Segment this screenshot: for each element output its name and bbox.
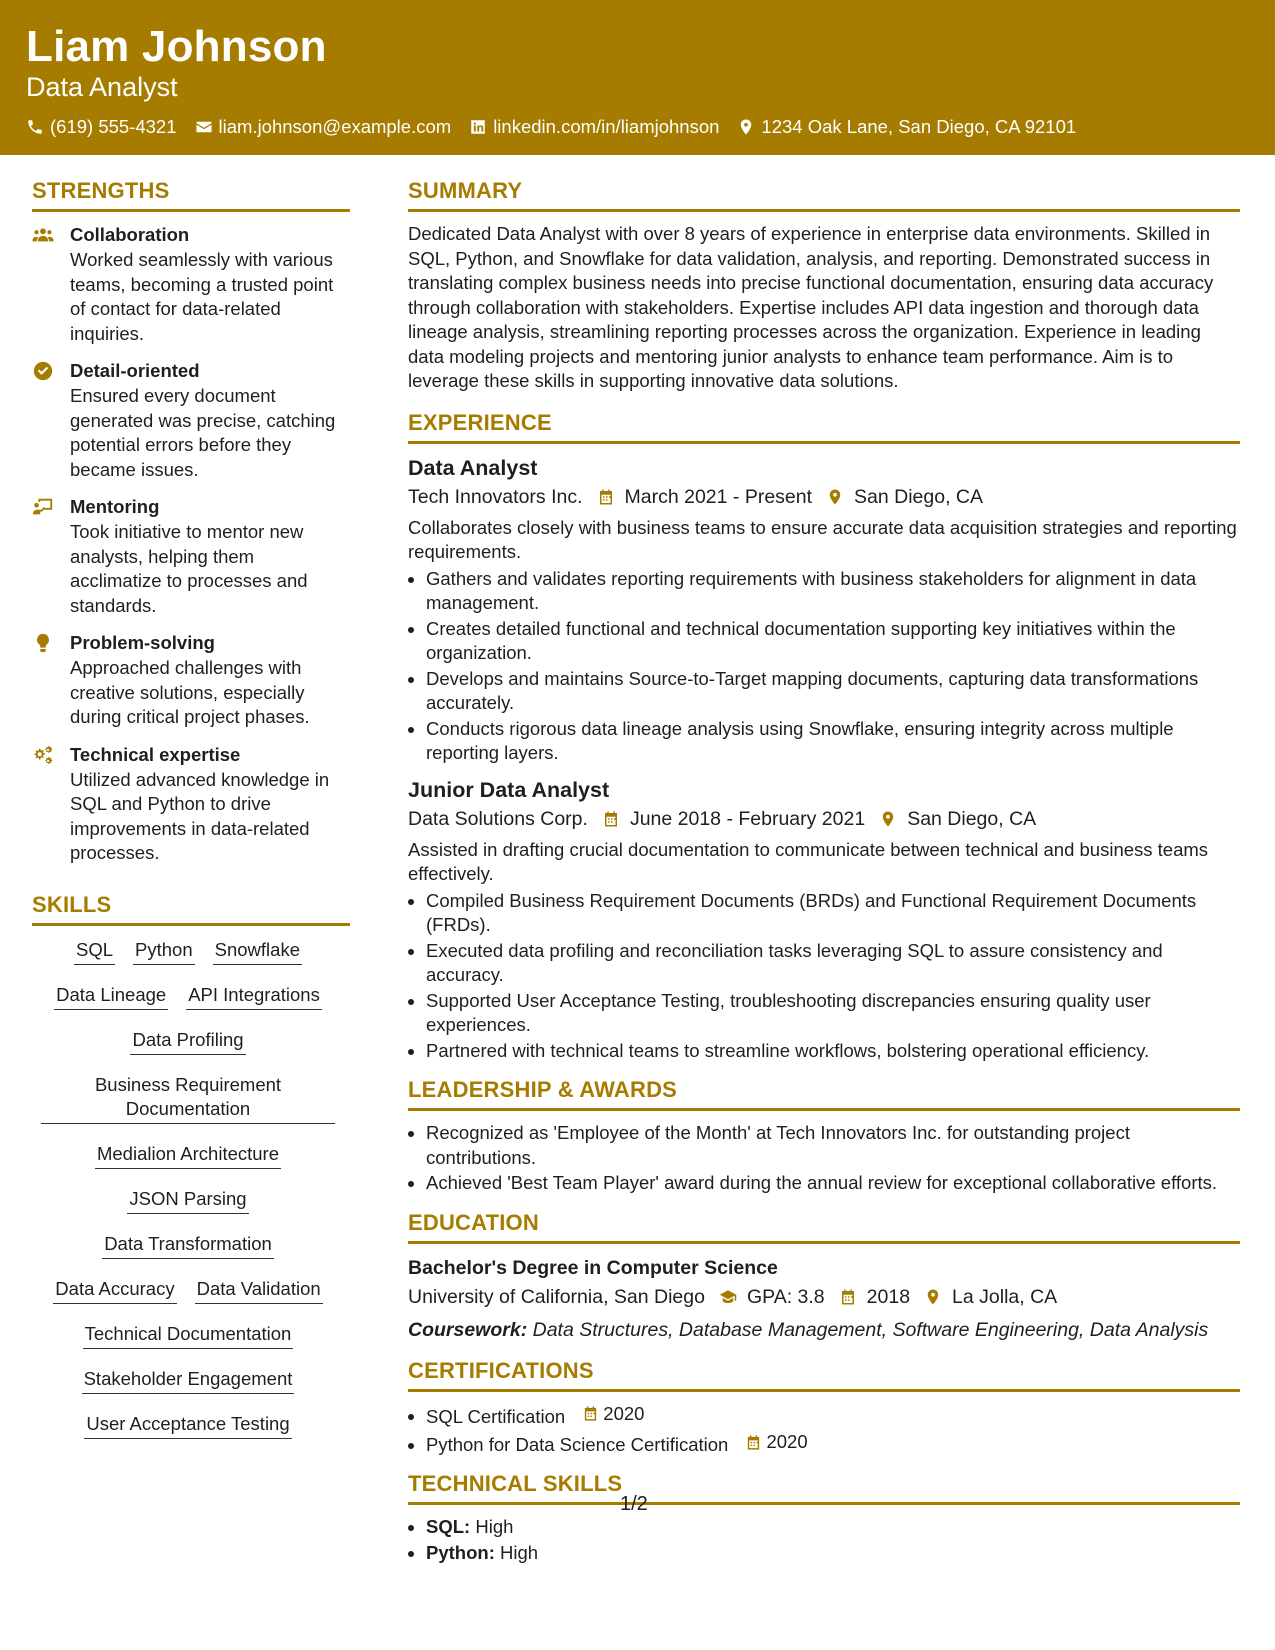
job-bullet: • Conducts rigorous data lineage analysis using Snowflake, ensuring integrity across multiple reporting layers. bbox=[426, 717, 1240, 766]
coursework bbox=[408, 1316, 1240, 1344]
job-bullet: • Partnered with technical teams to streamline workflows, bolstering operational efficiency. bbox=[426, 1039, 1240, 1064]
contact-linkedin[interactable] bbox=[469, 116, 719, 138]
experience-heading: EXPERIENCE bbox=[408, 410, 1240, 444]
strength-desc: Took initiative to mentor new analysts, helping them acclimatize to processes and standards. bbox=[70, 521, 308, 616]
job-description: Assisted in drafting crucial documentation to communicate between technical and business teams effectively. bbox=[408, 838, 1209, 884]
job-bullets bbox=[408, 567, 1240, 766]
strengths-heading: STRENGTHS bbox=[32, 178, 350, 212]
technical-skill-level: High bbox=[500, 1541, 539, 1563]
job-location: San Diego, CA bbox=[854, 485, 984, 508]
job-dates: March 2021 - Present bbox=[624, 485, 813, 508]
left-column bbox=[32, 178, 350, 1457]
teacher-icon bbox=[32, 496, 54, 518]
certification-year: 2020 bbox=[766, 1430, 808, 1452]
job-bullet: • Gathers and validates reporting requirements with business stakeholders for alignment in data management. bbox=[426, 567, 1240, 616]
skill-tag: Snowflake bbox=[213, 938, 302, 965]
contact-email[interactable] bbox=[195, 116, 452, 138]
strength-title: Collaboration bbox=[70, 224, 190, 245]
calendar-icon bbox=[582, 1405, 599, 1422]
resume-header bbox=[0, 0, 1275, 155]
job-dates: June 2018 - February 2021 bbox=[629, 807, 866, 830]
job-description: Collaborates closely with business teams to ensure accurate data acquisition strategies and reporting requirements. bbox=[408, 516, 1237, 562]
skill-tag: JSON Parsing bbox=[127, 1187, 248, 1214]
job-bullet: • Compiled Business Requirement Documents (BRDs) and Functional Requirement Documents (FRDs). bbox=[426, 889, 1240, 938]
award-item: • Achieved 'Best Team Player' award during the annual review for exceptional collaborative efforts. bbox=[426, 1171, 1240, 1196]
coursework-list: Data Structures, Database Management, Software Engineering, Data Analysis bbox=[532, 1318, 1209, 1341]
skill-tag: User Acceptance Testing bbox=[84, 1412, 291, 1439]
contact-bar bbox=[26, 116, 1076, 138]
calendar-icon bbox=[839, 1288, 857, 1306]
job-meta bbox=[408, 804, 1240, 834]
job-meta bbox=[408, 482, 1240, 512]
skill-tag: SQL bbox=[74, 938, 115, 965]
envelope-icon bbox=[195, 118, 213, 136]
users-icon bbox=[32, 224, 54, 246]
job-bullet: • Creates detailed functional and technical documentation supporting key initiatives within the organization. bbox=[426, 617, 1240, 666]
linkedin-text[interactable]: linkedin.com/in/liamjohnson bbox=[493, 116, 720, 137]
job-title: Junior Data Analyst bbox=[408, 777, 610, 802]
contact-address bbox=[737, 116, 1076, 138]
candidate-name: Liam Johnson bbox=[26, 22, 327, 71]
technical-skill-label: Python: bbox=[426, 1541, 495, 1563]
degree: Bachelor's Degree in Computer Science bbox=[408, 1256, 778, 1279]
job-entry bbox=[408, 454, 1240, 766]
certification-name: Python for Data Science Certification bbox=[426, 1433, 729, 1455]
technical-skill-item bbox=[426, 1541, 1240, 1566]
technical-skills-heading: TECHNICAL SKILLS bbox=[408, 1471, 1240, 1505]
education-heading: EDUCATION bbox=[408, 1210, 1240, 1244]
skill-tag: API Integrations bbox=[186, 983, 322, 1010]
strength-item bbox=[32, 222, 350, 346]
map-pin-icon bbox=[924, 1288, 942, 1306]
strength-title: Detail-oriented bbox=[70, 360, 200, 381]
certification-name: SQL Certification bbox=[426, 1405, 566, 1427]
summary-text: Dedicated Data Analyst with over 8 years of experience in enterprise data environments. Skilled in SQL, Python, and Snowflake for data validation, analysis, and reporting. Demonstrated success in translating complex business needs into precise functional documentation, ensuring data accuracy through collaboration with stakeholders. Expertise includes API data ingestion and thorough data lineage analysis, streamlining reporting processes across the organization. Experience in leading data modeling projects and mentoring junior analysts to enhance team performance. Aim is to leverage these skills in supporting innovative data solutions. bbox=[408, 223, 1214, 391]
strength-desc: Utilized advanced knowledge in SQL and Python to drive improvements in data-related processes. bbox=[70, 768, 330, 863]
skill-tag: Stakeholder Engagement bbox=[82, 1367, 295, 1394]
coursework-label: Coursework: bbox=[408, 1318, 528, 1341]
address-text: 1234 Oak Lane, San Diego, CA 92101 bbox=[761, 116, 1077, 137]
technical-skills-list bbox=[408, 1515, 1240, 1565]
map-pin-icon bbox=[737, 118, 755, 136]
technical-skill-label: SQL: bbox=[426, 1516, 471, 1537]
technical-skill-level: High bbox=[475, 1516, 514, 1537]
job-bullet: • Develops and maintains Source-to-Target mapping documents, capturing data transformations accurately. bbox=[426, 667, 1240, 716]
right-column bbox=[408, 178, 1240, 1575]
email-text[interactable]: liam.johnson@example.com bbox=[218, 116, 452, 137]
candidate-title: Data Analyst bbox=[26, 72, 178, 102]
phone-text: (619) 555-4321 bbox=[50, 116, 177, 137]
linkedin-icon bbox=[469, 118, 487, 136]
school-name: University of California, San Diego bbox=[408, 1285, 705, 1308]
company-name: Tech Innovators Inc. bbox=[408, 485, 583, 508]
certification-item bbox=[426, 1430, 1240, 1457]
skill-tag: Data Lineage bbox=[54, 983, 168, 1010]
education-meta bbox=[408, 1282, 1240, 1312]
skill-tag: Data Transformation bbox=[102, 1232, 274, 1259]
map-pin-icon bbox=[826, 488, 844, 506]
strength-desc: Ensured every document generated was precise, catching potential errors before they became issues. bbox=[70, 385, 336, 480]
skill-tag: Medialion Architecture bbox=[95, 1142, 281, 1169]
skill-tag: Data Accuracy bbox=[53, 1277, 176, 1304]
skill-tag: Python bbox=[133, 938, 195, 965]
company-name: Data Solutions Corp. bbox=[408, 807, 588, 830]
job-title: Data Analyst bbox=[408, 455, 538, 480]
skill-tag: Business Requirement Documentation bbox=[41, 1073, 335, 1124]
strength-item bbox=[32, 630, 350, 730]
lightbulb-icon bbox=[32, 632, 54, 654]
certification-year: 2020 bbox=[603, 1402, 645, 1424]
graduation-cap-icon bbox=[719, 1288, 737, 1306]
contact-phone bbox=[26, 116, 177, 138]
skill-tag: Technical Documentation bbox=[83, 1322, 294, 1349]
skill-tag: Data Profiling bbox=[130, 1028, 245, 1055]
technical-skill-item bbox=[426, 1515, 1240, 1540]
gpa: GPA: 3.8 bbox=[746, 1285, 825, 1308]
leadership-list bbox=[408, 1121, 1240, 1196]
check-circle-icon bbox=[32, 360, 54, 382]
job-bullet: • Executed data profiling and reconciliation tasks leveraging SQL to assure consistency and accuracy. bbox=[426, 939, 1240, 988]
job-bullets bbox=[408, 889, 1240, 1064]
calendar-icon bbox=[602, 810, 620, 828]
job-bullet: • Supported User Acceptance Testing, troubleshooting discrepancies ensuring quality user experiences. bbox=[426, 989, 1240, 1038]
award-item: • Recognized as 'Employee of the Month' at Tech Innovators Inc. for outstanding project contributions. bbox=[426, 1121, 1240, 1170]
school-location: La Jolla, CA bbox=[952, 1285, 1058, 1308]
strength-desc: Worked seamlessly with various teams, becoming a trusted point of contact for data-related inquiries. bbox=[70, 249, 334, 344]
strength-title: Mentoring bbox=[70, 496, 160, 517]
strength-item bbox=[32, 742, 350, 866]
job-location: San Diego, CA bbox=[907, 807, 1037, 830]
skills-list bbox=[32, 938, 344, 1439]
graduation-year: 2018 bbox=[866, 1285, 911, 1308]
calendar-icon bbox=[745, 1434, 762, 1451]
strength-title: Problem-solving bbox=[70, 632, 215, 653]
skill-tag: Data Validation bbox=[195, 1277, 323, 1304]
strength-item bbox=[32, 494, 350, 618]
leadership-heading: LEADERSHIP & AWARDS bbox=[408, 1077, 1240, 1111]
certifications-list bbox=[408, 1402, 1240, 1458]
strength-item bbox=[32, 358, 350, 482]
certification-item bbox=[426, 1402, 1240, 1429]
skills-heading: SKILLS bbox=[32, 892, 350, 926]
calendar-icon bbox=[597, 488, 615, 506]
phone-icon bbox=[26, 118, 44, 136]
map-pin-icon bbox=[879, 810, 897, 828]
certifications-heading: CERTIFICATIONS bbox=[408, 1358, 1240, 1392]
job-entry bbox=[408, 776, 1240, 1064]
strength-title: Technical expertise bbox=[70, 743, 241, 765]
gears-icon bbox=[32, 744, 54, 766]
summary-heading: SUMMARY bbox=[408, 178, 1240, 212]
page-number: 1/2 bbox=[620, 1493, 648, 1515]
strength-desc: Approached challenges with creative solutions, especially during critical project phases. bbox=[70, 657, 310, 727]
